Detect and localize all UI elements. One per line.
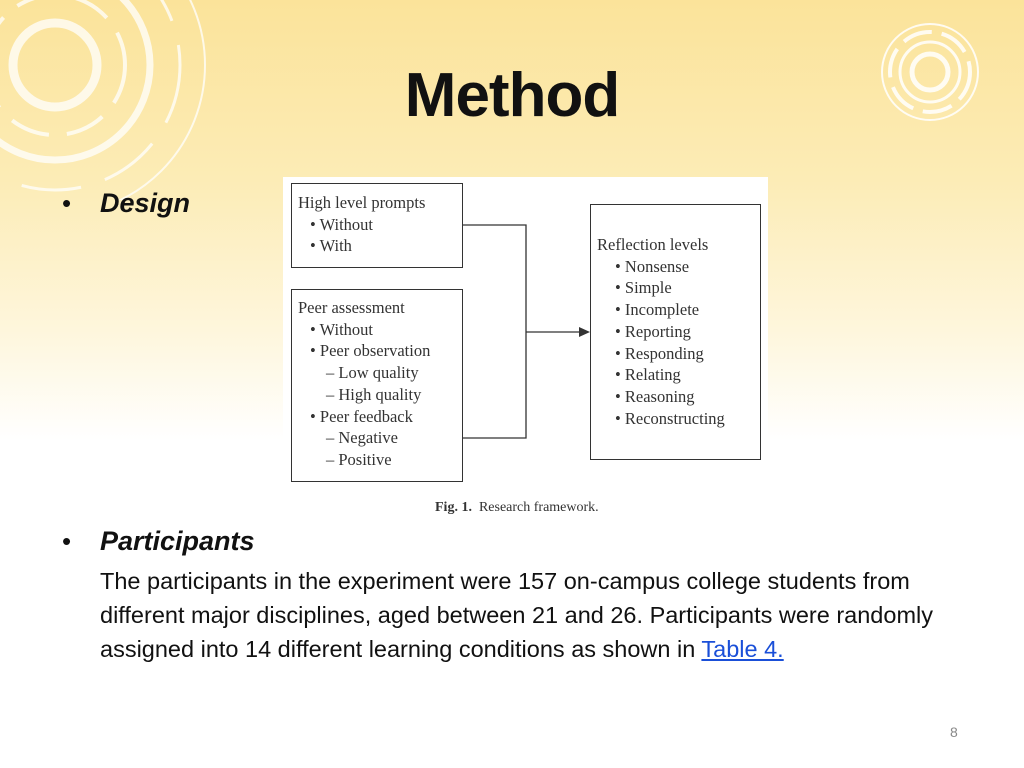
list-item: – Positive [326,449,392,469]
list-item: – Negative [326,428,398,448]
participants-text: The participants in the experiment were 157 on-campus college students from different major disciplines, aged between 21 and 26. Participants were randomly assigned into 14 different learning conditions as shown in [100,568,933,662]
bullet-icon: • [62,188,72,218]
figure-caption [435,500,599,516]
box-heading: Peer assessment [298,298,405,317]
caption-text: Research framework. [478,500,599,515]
list-item: • With [310,236,352,256]
caption-label: Fig. 1. [435,500,472,515]
list-item: – Low quality [326,363,419,383]
slide-number: 8 [950,724,958,740]
peer-assessment-box [291,289,463,482]
participants-paragraph [100,564,980,666]
list-item: • Responding [615,343,704,363]
list-item: • Without [310,319,374,339]
list-item: • Without [310,214,374,234]
list-item: • Nonsense [615,256,690,276]
list-item: • Relating [615,365,681,385]
list-item: – High quality [326,384,422,404]
reflection-levels-box [590,204,761,460]
arrow-head-icon [579,327,590,337]
list-item: • Reconstructing [615,408,725,428]
list-item: • Incomplete [615,300,700,320]
box-heading: Reflection levels [597,235,709,254]
list-item: • Peer observation [310,341,431,361]
list-item: • Reporting [615,321,691,341]
box-heading: High level prompts [298,193,426,212]
research-framework-figure [283,177,768,485]
table-4-link[interactable]: Table 4. [701,636,784,662]
list-item: • Peer feedback [310,406,413,426]
bullet-icon: • [62,526,72,556]
high-level-prompts-box [291,183,463,268]
design-heading: Design [100,188,191,218]
list-item: • Reasoning [615,386,695,406]
list-item: • Simple [615,278,672,298]
slide-title: Method [404,61,620,130]
participants-heading: Participants [100,526,255,556]
